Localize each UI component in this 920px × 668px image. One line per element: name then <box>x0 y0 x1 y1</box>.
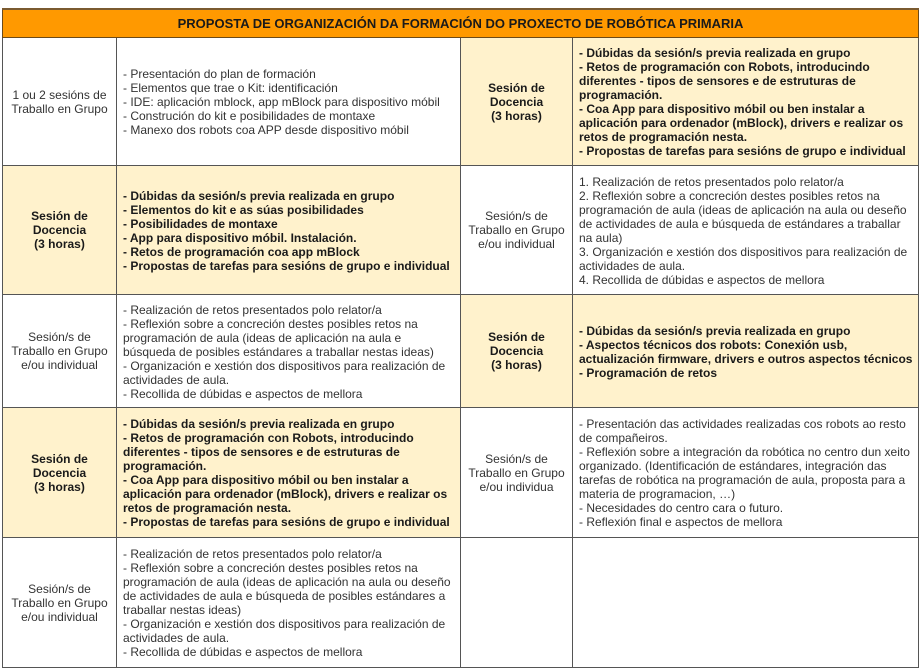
content-item: - Realización de retos presentados polo relator/a <box>123 302 382 317</box>
content-item: - Recollida de dúbidas e aspectos de mellora <box>123 386 363 401</box>
session-content <box>117 38 461 166</box>
session-content <box>117 295 461 408</box>
session-label-line: (3 horas) <box>491 358 542 372</box>
empty-cell <box>573 538 919 668</box>
content-item: - Aspectos técnicos dos robots: Conexión usb, actualización firmware, drivers e outros aspectos técnicos <box>579 337 913 366</box>
content-item: - App para dispositivo móbil. Instalación. <box>123 230 357 245</box>
session-label-line: Traballo en Grupo <box>11 344 108 358</box>
content-item: - Elementos que trae o Kit: identificación <box>123 81 338 95</box>
session-row <box>3 538 919 668</box>
session-content <box>573 408 919 538</box>
session-label-line: (3 horas) <box>491 108 542 123</box>
training-plan-table <box>2 8 919 668</box>
content-item: - Reflexión sobre a integración da robótica no centro dun xeito organizado. (Identificación de estándares, integración das tarefas de robótica na programación de aula, proposta para a materia de programacion, …) <box>579 445 910 501</box>
session-label-line: Docencia <box>32 465 87 480</box>
content-item: - Propostas de tarefas para sesións de grupo e individual <box>123 515 450 529</box>
content-item: - Dúbidas da sesión/s previa realizada en grupo <box>123 417 395 431</box>
session-label-line: Traballo en Grupo <box>11 595 108 610</box>
session-label-line: Docencia <box>489 94 544 109</box>
title-row <box>3 9 919 38</box>
session-label-line: Docencia <box>32 223 87 237</box>
content-item: - Retos de programación coa app mBlock <box>123 244 360 259</box>
session-type-label <box>3 38 117 166</box>
content-item: - Recollida de dúbidas e aspectos de mellora <box>123 645 363 659</box>
content-item: - Realización de retos presentados polo relator/a <box>123 547 382 561</box>
session-label-line: e/ou individual <box>21 358 98 372</box>
session-content <box>117 166 461 295</box>
session-label-line: Docencia <box>489 344 544 358</box>
session-label-line: e/ou individual <box>478 237 555 251</box>
session-type-label <box>3 295 117 408</box>
content-item: - Propostas de tarefas para sesións de grupo e individual <box>123 258 450 273</box>
content-item: - Manexo dos robots coa APP desde dispositivo móbil <box>123 123 409 137</box>
content-item: 1. Realización de retos presentados polo relator/a <box>579 174 844 189</box>
content-item: - Reflexión sobre a concreción destes posibles retos na programación de aula (ideas de aplicación na aula ou deseño de actividades de aula e búsqueda de posibles estándares a traballar nestas ideas) <box>123 561 451 617</box>
session-label-line: Traballo en Grupo <box>468 465 565 480</box>
session-type-label <box>3 408 117 538</box>
session-type-label <box>461 38 573 166</box>
content-item: - Dúbidas da sesión/s previa realizada en grupo <box>579 323 851 338</box>
session-label-line: (3 horas) <box>34 479 85 494</box>
session-label-line: Sesión de <box>488 80 545 95</box>
content-item: - Dúbidas da sesión/s previa realizada en grupo <box>579 46 851 60</box>
session-label-line: Sesión/s de <box>485 209 548 223</box>
session-label-line: Sesión de <box>31 209 88 223</box>
content-item: - Programación de retos <box>579 365 718 380</box>
session-label-line: Traballo en Grupo <box>11 101 108 116</box>
session-row <box>3 295 919 408</box>
content-item: - Presentación das actividades realizadas cos robots ao resto de compañeiros. <box>579 417 906 445</box>
session-type-label <box>461 295 573 408</box>
content-item: - Reflexión sobre a concreción destes posibles retos na programación de aula (ideas de aplicación na aula e búsqueda de posibles estándares a traballar nestas ideas) <box>123 316 434 359</box>
session-label-line: Sesión/s de <box>485 451 548 466</box>
session-label-line: Sesión/s de <box>28 581 91 596</box>
session-label-line: Sesión/s de <box>28 330 91 344</box>
session-content <box>573 166 919 295</box>
session-content <box>117 408 461 538</box>
session-label-line: Traballo en Grupo <box>468 223 565 237</box>
content-item: - Necesidades do centro cara o futuro. <box>579 501 784 515</box>
session-label-line: e/ou individua <box>479 479 554 494</box>
session-type-label <box>3 166 117 295</box>
session-type-label <box>461 408 573 538</box>
content-item: - Retos de programación con Robots, introducindo diferentes - tipos de sensores e de estruturas de programación. <box>123 431 414 473</box>
session-label-line: (3 horas) <box>34 237 85 251</box>
content-item: - Retos de programación con Robots, introducindo diferentes - tipos de sensores e de estruturas de programación. <box>579 60 870 102</box>
session-label-line: Sesión de <box>31 451 88 466</box>
content-item: - IDE: aplicación mblock, app mBlock para dispositivo móbil <box>123 95 440 109</box>
content-item: - Construción do kit e posibilidades de montaxe <box>123 109 376 123</box>
content-item: - Propostas de tarefas para sesións de grupo e individual <box>579 144 906 158</box>
table-body <box>3 9 919 668</box>
empty-cell <box>461 538 573 668</box>
content-item: - Reflexión final e aspectos de mellora <box>579 515 783 529</box>
session-type-label <box>3 538 117 668</box>
session-row <box>3 38 919 166</box>
session-label-line: Sesión de <box>488 330 545 344</box>
session-row <box>3 166 919 295</box>
content-item: - Presentación do plan de formación <box>123 67 316 81</box>
table-title: PROPOSTA DE ORGANIZACIÓN DA FORMACIÓN DO PROXECTO DE ROBÓTICA PRIMARIA <box>3 9 919 38</box>
content-item: - Coa App para dispositivo móbil ou ben instalar a aplicación para ordenador (mBlock), drivers e realizar os retos de programación nesta. <box>579 102 904 144</box>
session-type-label <box>461 166 573 295</box>
session-label-line: e/ou individual <box>21 609 98 624</box>
session-content <box>117 538 461 668</box>
session-content <box>573 38 919 166</box>
content-item: - Organización e xestión dos dispositivos para realización de actividades de aula. <box>123 358 446 387</box>
content-item: 2. Reflexión sobre a concreción destes posibles retos na programación de aula (ideas de aplicación na aula ou deseño de actividades de aula e búsqueda de estándares a traballar na aula) <box>579 188 907 245</box>
session-content <box>573 295 919 408</box>
content-item: - Posibilidades de montaxe <box>123 216 278 231</box>
session-row <box>3 408 919 538</box>
content-item: 3. Organización e xestión dos dispositivos para realización de actividades de aula. <box>579 244 908 273</box>
content-item: - Elementos do kit e as súas posibilidades <box>123 202 364 217</box>
session-label-line: 1 ou 2 sesións de <box>12 87 107 102</box>
content-item: - Organización e xestión dos dispositivos para realización de actividades de aula. <box>123 617 446 645</box>
content-item: - Dúbidas da sesión/s previa realizada en grupo <box>123 188 395 203</box>
content-item: - Coa App para dispositivo móbil ou ben instalar a aplicación para ordenador (mBlock), drivers e realizar os retos de programación nesta. <box>123 473 448 515</box>
content-item: 4. Recollida de dúbidas e aspectos de mellora <box>579 272 825 287</box>
